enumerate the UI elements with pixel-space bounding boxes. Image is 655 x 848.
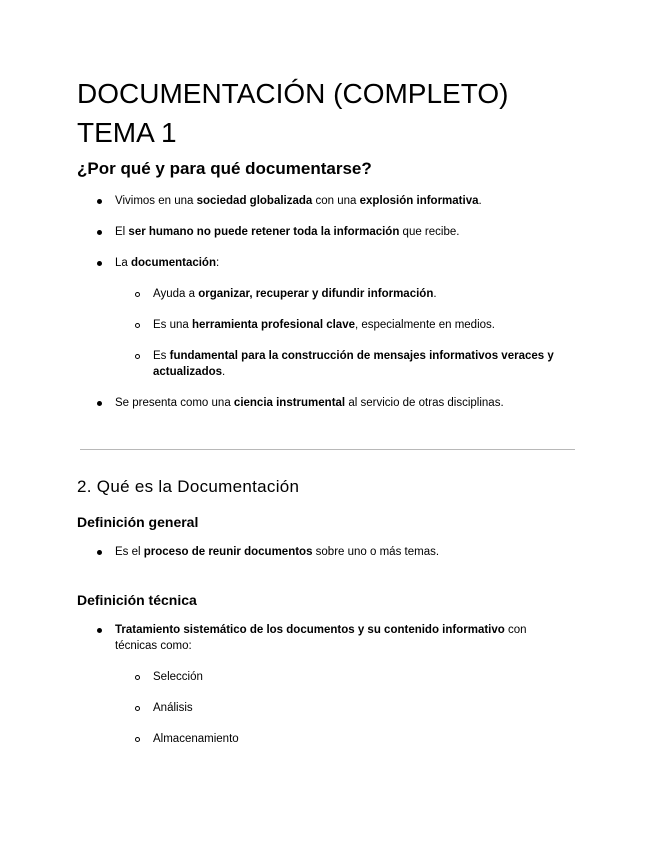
- list-item: Es el proceso de reunir documentos sobre uno o más temas.: [115, 546, 440, 558]
- section2-heading: 2. Qué es la Documentación: [77, 477, 300, 496]
- bullet-circle-icon: [135, 354, 140, 359]
- bullet-circle-icon: [135, 323, 140, 328]
- list-item: La documentación:: [115, 257, 220, 269]
- document-title-line2: TEMA 1: [77, 117, 177, 148]
- bullet-circle-icon: [135, 737, 140, 742]
- technique-item: Almacenamiento: [153, 733, 239, 745]
- list-item: El ser humano no puede retener toda la información que recibe.: [115, 226, 460, 238]
- bullet-disc-icon: [97, 550, 102, 555]
- bullet-circle-icon: [135, 675, 140, 680]
- bullet-disc-icon: [97, 261, 102, 266]
- subsection-heading-technical: Definición técnica: [77, 592, 197, 608]
- sub-list-item-continuation: actualizados.: [153, 366, 226, 378]
- bullet-circle-icon: [135, 292, 140, 297]
- bullet-disc-icon: [97, 230, 102, 235]
- list-item: Vivimos en una sociedad globalizada con una explosión informativa.: [115, 195, 482, 207]
- document-title-line1: DOCUMENTACIÓN (COMPLETO): [77, 78, 509, 109]
- horizontal-divider: [80, 449, 575, 450]
- list-item: Tratamiento sistemático de los documentos y su contenido informativo con: [115, 624, 527, 636]
- bullet-disc-icon: [97, 199, 102, 204]
- bullet-disc-icon: [97, 401, 102, 406]
- list-item-continuation: técnicas como:: [115, 640, 192, 652]
- technique-item: Análisis: [153, 702, 193, 714]
- subsection-heading-general: Definición general: [77, 514, 199, 530]
- technique-item: Selección: [153, 671, 203, 683]
- sub-list-item: Es una herramienta profesional clave, especialmente en medios.: [153, 319, 495, 331]
- section1-heading: ¿Por qué y para qué documentarse?: [77, 159, 372, 178]
- list-item: Se presenta como una ciencia instrumental al servicio de otras disciplinas.: [115, 397, 504, 409]
- bullet-circle-icon: [135, 706, 140, 711]
- bullet-disc-icon: [97, 628, 102, 633]
- sub-list-item: Es fundamental para la construcción de mensajes informativos veraces y: [153, 350, 554, 362]
- sub-list-item: Ayuda a organizar, recuperar y difundir información.: [153, 288, 437, 300]
